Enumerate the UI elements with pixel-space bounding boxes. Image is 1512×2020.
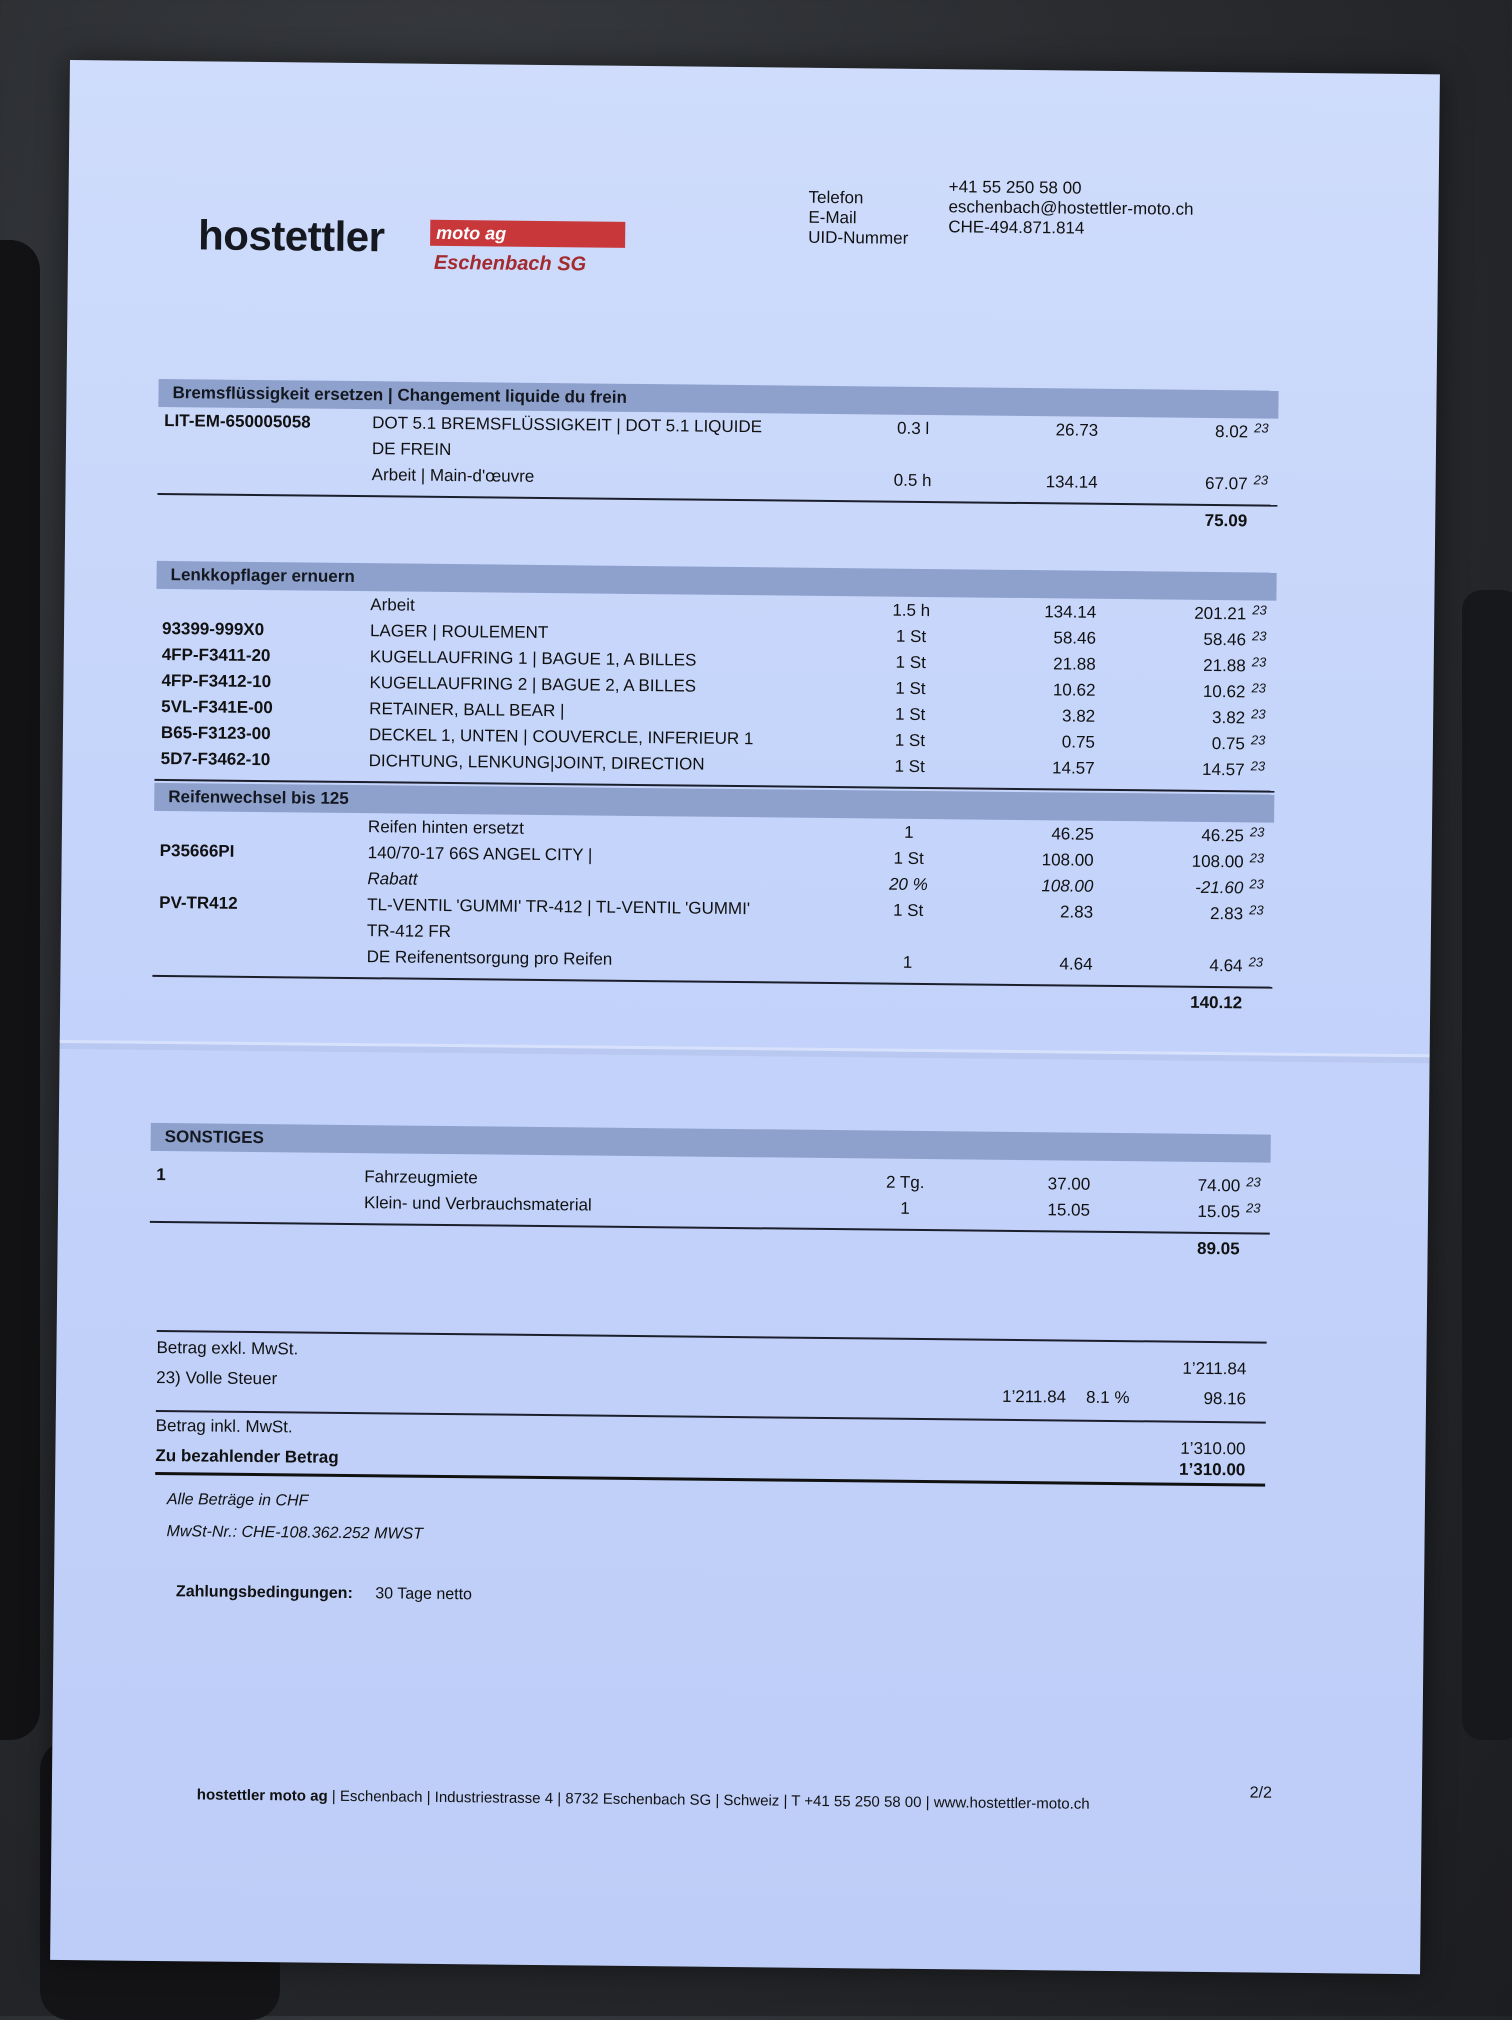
item-description: RETAINER, BALL BEAR | [369, 699, 565, 721]
amount-incl-value: 1’310.00 [1180, 1438, 1246, 1459]
item-code: 1 [156, 1164, 166, 1185]
item-quantity: 1 St [895, 652, 926, 672]
item-quantity: 1 [902, 952, 913, 972]
background-object [0, 240, 40, 1740]
item-unit-price: 14.57 [1051, 758, 1095, 778]
item-code: 5VL-F341E-00 [161, 696, 273, 718]
item-total: 2.83 [1209, 903, 1244, 924]
item-unit-price: 108.00 [1041, 876, 1094, 896]
item-tax-code: 23 [1252, 602, 1267, 618]
item-unit-price: 46.25 [1051, 824, 1095, 844]
item-code: 93399-999X0 [161, 618, 265, 640]
item-total: 201.21 [1194, 603, 1247, 624]
item-tax-code: 23 [1251, 628, 1267, 644]
amount-excl-value: 1’211.84 [1182, 1358, 1247, 1379]
item-tax-code: 23 [1245, 1200, 1261, 1216]
item-tax-code: 23 [1248, 954, 1264, 970]
item-total: -21.60 [1195, 877, 1244, 898]
item-quantity [853, 926, 963, 927]
invoice-section [150, 1123, 1271, 1265]
item-description: KUGELLAUFRING 2 | BAGUE 2, A BILLES [369, 673, 697, 696]
item-tax-code: 23 [1246, 1174, 1261, 1190]
item-unit-price: 134.14 [1045, 472, 1098, 492]
item-tax-code: 23 [1249, 850, 1265, 866]
item-tax-code: 23 [1249, 876, 1264, 892]
payment-terms-value: 30 Tage netto [375, 1585, 473, 1604]
item-tax-code: 23 [1250, 732, 1266, 748]
contact-value: +41 55 250 58 00 [948, 177, 1082, 198]
item-unit-price: 108.00 [1041, 850, 1094, 870]
item-total: 10.62 [1202, 681, 1246, 702]
item-unit-price: 58.46 [1053, 628, 1097, 648]
item-description: DE FREIN [371, 439, 452, 460]
item-description: Arbeit [370, 595, 415, 615]
item-description: TR-412 FR [366, 921, 452, 942]
item-unit-price: 21.88 [1053, 654, 1096, 674]
item-total: 0.75 [1211, 733, 1246, 754]
item-description: Arbeit | Main-d'œuvre [371, 465, 535, 486]
payment-terms-label: Zahlungsbedingungen: [175, 1583, 353, 1603]
item-description: LAGER | ROULEMENT [369, 621, 549, 643]
item-tax-code: 23 [1249, 902, 1264, 918]
item-description: Klein- und Verbrauchsmaterial [363, 1193, 592, 1215]
section-subtotal: 75.09 [1204, 510, 1248, 531]
item-total: 3.82 [1211, 707, 1246, 728]
item-total: 74.00 [1197, 1175, 1241, 1196]
item-tax-code: 23 [1253, 472, 1269, 488]
item-unit-price [983, 928, 1093, 929]
item-unit-price: 2.83 [1059, 902, 1094, 922]
invoice-section [152, 783, 1274, 1019]
item-unit-price: 37.00 [1047, 1174, 1091, 1194]
amount-excl-label: Betrag exkl. MwSt. [156, 1337, 299, 1359]
item-quantity: 1 St [893, 848, 924, 868]
section-header: SONSTIGES [151, 1123, 1271, 1163]
background-object [1462, 590, 1512, 1740]
logo-badge [430, 220, 625, 248]
item-description: TL-VENTIL 'GUMMI' TR-412 | TL-VENTIL 'GUMMI' [367, 895, 751, 919]
item-quantity: 0.3 l [897, 418, 930, 439]
item-total: 21.88 [1203, 655, 1246, 676]
item-tax-code: 23 [1251, 706, 1266, 722]
item-tax-code: 23 [1251, 680, 1267, 696]
item-code: LIT-EM-650005058 [164, 411, 311, 432]
item-unit-price: 26.73 [1055, 420, 1099, 440]
item-total [1133, 929, 1243, 930]
item-tax-code: 23 [1251, 654, 1267, 670]
footer-details: | Eschenbach | Industriestrasse 4 | 8732 Eschenbach SG | Schweiz | T +41 55 250 58 00 | www.hostettler-moto.ch [331, 1787, 1090, 1813]
item-quantity: 2 Tg. [885, 1172, 925, 1193]
contact-label: Telefon [808, 187, 864, 208]
section-header: Bremsflüssigkeit ersetzen | Changement liquide du frein [158, 379, 1278, 419]
invoice-page [50, 60, 1440, 1974]
item-description: Reifen hinten ersetzt [367, 817, 525, 838]
item-unit-price [988, 446, 1098, 447]
tax-base: 1’211.84 [1001, 1386, 1067, 1407]
item-quantity: 1 St [894, 730, 926, 750]
item-total: 108.00 [1191, 851, 1244, 872]
item-code: 5D7-F3462-10 [160, 748, 271, 770]
section-subtotal: 140.12 [1190, 992, 1243, 1013]
tax-rate: 8.1 % [1085, 1387, 1130, 1408]
item-unit-price: 15.05 [1047, 1200, 1091, 1220]
item-description: DE Reifenentsorgung pro Reifen [366, 947, 613, 969]
logo-location: Eschenbach SG [433, 251, 587, 276]
item-code: 4FP-F3412-10 [161, 670, 272, 692]
footer [197, 1786, 1090, 1812]
amount-due-value: 1’310.00 [1179, 1459, 1246, 1480]
section-header: Lenkkopflager ernuern [156, 561, 1276, 601]
item-quantity: 1 St [895, 626, 927, 646]
item-unit-price: 134.14 [1044, 602, 1097, 622]
company-logo [197, 211, 587, 276]
invoice-section [157, 379, 1278, 537]
item-quantity: 1 St [894, 756, 925, 776]
item-tax-code: 23 [1250, 758, 1266, 774]
summary-block [155, 1326, 1267, 1517]
footer-company: hostettler moto ag [196, 1786, 328, 1805]
contact-label: E-Mail [808, 207, 857, 228]
tax-label: 23) Volle Steuer [156, 1367, 278, 1389]
item-tax-code: 23 [1249, 824, 1265, 840]
item-total: 8.02 [1214, 422, 1249, 442]
invoice-section [154, 561, 1277, 823]
item-total: 46.25 [1201, 825, 1245, 846]
item-code: 4FP-F3411-20 [161, 644, 271, 666]
item-quantity: 1.5 h [892, 600, 931, 621]
item-quantity [858, 444, 968, 445]
item-tax-code: 23 [1254, 420, 1269, 436]
item-quantity: 1 [900, 1198, 910, 1218]
currency-note: Alle Beträge in CHF [166, 1491, 309, 1510]
amount-due-label: Zu bezahlender Betrag [155, 1445, 339, 1467]
item-unit-price: 10.62 [1052, 680, 1096, 700]
item-description: Fahrzeugmiete [364, 1167, 478, 1188]
item-quantity: 0.5 h [893, 470, 932, 491]
item-description: DOT 5.1 BREMSFLÜSSIGKEIT | DOT 5.1 LIQUIDE [372, 413, 763, 437]
item-unit-price: 4.64 [1059, 954, 1093, 974]
item-quantity: 1 St [894, 704, 926, 724]
item-total [1138, 447, 1248, 448]
item-quantity: 1 St [895, 678, 926, 698]
item-description: 140/70-17 66S ANGEL CITY | [367, 843, 593, 865]
item-quantity: 1 St [892, 900, 924, 920]
section-subtotal: 89.05 [1196, 1238, 1240, 1259]
vat-number: MwSt-Nr.: CHE-108.362.252 MWST [166, 1523, 424, 1543]
item-quantity: 20 % [888, 874, 928, 895]
tax-value: 98.16 [1203, 1388, 1247, 1409]
contact-label: UID-Nummer [808, 227, 909, 248]
item-total: 14.57 [1201, 759, 1245, 780]
amount-incl-label: Betrag inkl. MwSt. [155, 1415, 293, 1437]
item-unit-price: 3.82 [1061, 706, 1096, 726]
contact-value: eschenbach@hostettler-moto.ch [948, 197, 1194, 219]
item-code: P35666PI [159, 840, 235, 861]
contact-value: CHE-494.871.814 [948, 217, 1085, 238]
section-header: Reifenwechsel bis 125 [154, 783, 1274, 823]
item-total: 4.64 [1209, 955, 1243, 976]
item-total: 67.07 [1204, 473, 1248, 494]
item-unit-price: 0.75 [1061, 732, 1096, 752]
page-number: 2/2 [1249, 1784, 1273, 1802]
payment-terms [176, 1583, 472, 1604]
item-description: DECKEL 1, UNTEN | COUVERCLE, INFERIEUR 1 [368, 725, 754, 749]
item-description: Rabatt [367, 869, 418, 889]
item-total: 58.46 [1203, 629, 1247, 650]
item-description: KUGELLAUFRING 1 | BAGUE 1, A BILLES [369, 647, 697, 670]
item-description: DICHTUNG, LENKUNG|JOINT, DIRECTION [368, 751, 705, 774]
item-code: B65-F3123-00 [160, 722, 271, 744]
logo-wordmark: hostettler [197, 211, 385, 261]
item-quantity: 1 [904, 822, 914, 842]
logo-badge-text: moto ag [436, 222, 507, 244]
item-code: PV-TR412 [159, 892, 238, 913]
item-total: 15.05 [1197, 1201, 1241, 1222]
